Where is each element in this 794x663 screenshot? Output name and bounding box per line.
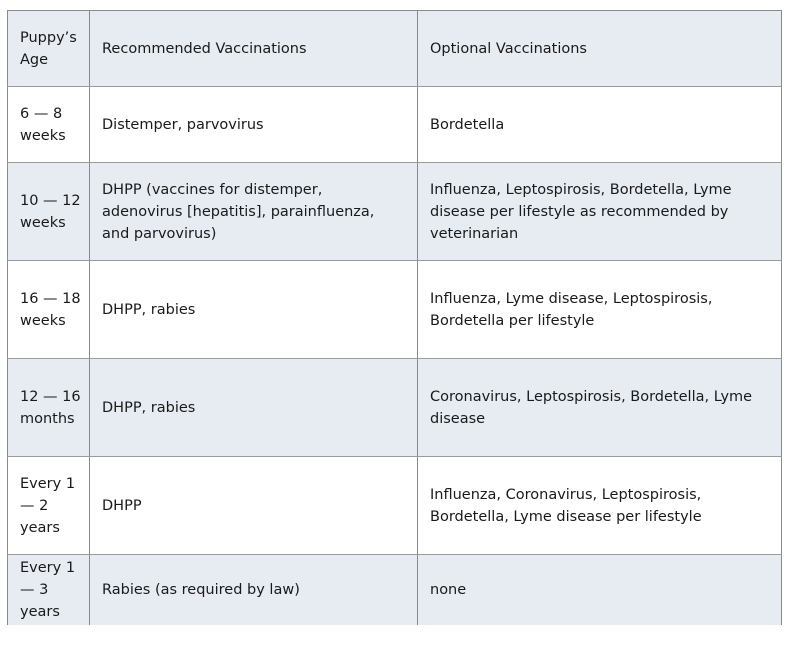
row-age: 10 — 12 weeks (8, 163, 90, 261)
table-row (8, 359, 782, 457)
row-age: 6 — 8 weeks (8, 87, 90, 163)
table-row (8, 555, 782, 625)
row-age: 12 — 16 months (8, 359, 90, 457)
row-recommended: DHPP, rabies (90, 359, 418, 457)
row-optional: Influenza, Leptospirosis, Bordetella, Lyme disease per lifestyle as recommended by veterinarian (418, 163, 782, 261)
table-row (8, 87, 782, 163)
table-row (8, 163, 782, 261)
header-recommended: Recommended Vaccinations (90, 11, 418, 87)
row-optional: Bordetella (418, 87, 782, 163)
table-header-row (8, 11, 782, 87)
row-recommended: DHPP (vaccines for distemper, adenovirus [hepatitis], parainfluenza, and parvovirus) (90, 163, 418, 261)
header-optional: Optional Vaccinations (418, 11, 782, 87)
row-age: 16 — 18 weeks (8, 261, 90, 359)
vaccination-schedule-table (7, 10, 782, 625)
row-age: Every 1 — 2 years (8, 457, 90, 555)
row-optional: Influenza, Lyme disease, Leptospirosis, Bordetella per lifestyle (418, 261, 782, 359)
row-optional: Influenza, Coronavirus, Leptospirosis, Bordetella, Lyme disease per lifestyle (418, 457, 782, 555)
header-age: Puppy’s Age (8, 11, 90, 87)
row-recommended: DHPP (90, 457, 418, 555)
table-row (8, 457, 782, 555)
row-optional: none (418, 555, 782, 625)
row-recommended: Rabies (as required by law) (90, 555, 418, 625)
row-recommended: DHPP, rabies (90, 261, 418, 359)
row-age: Every 1 — 3 years (8, 555, 90, 625)
table-row (8, 261, 782, 359)
row-recommended: Distemper, parvovirus (90, 87, 418, 163)
row-optional: Coronavirus, Leptospirosis, Bordetella, Lyme disease (418, 359, 782, 457)
